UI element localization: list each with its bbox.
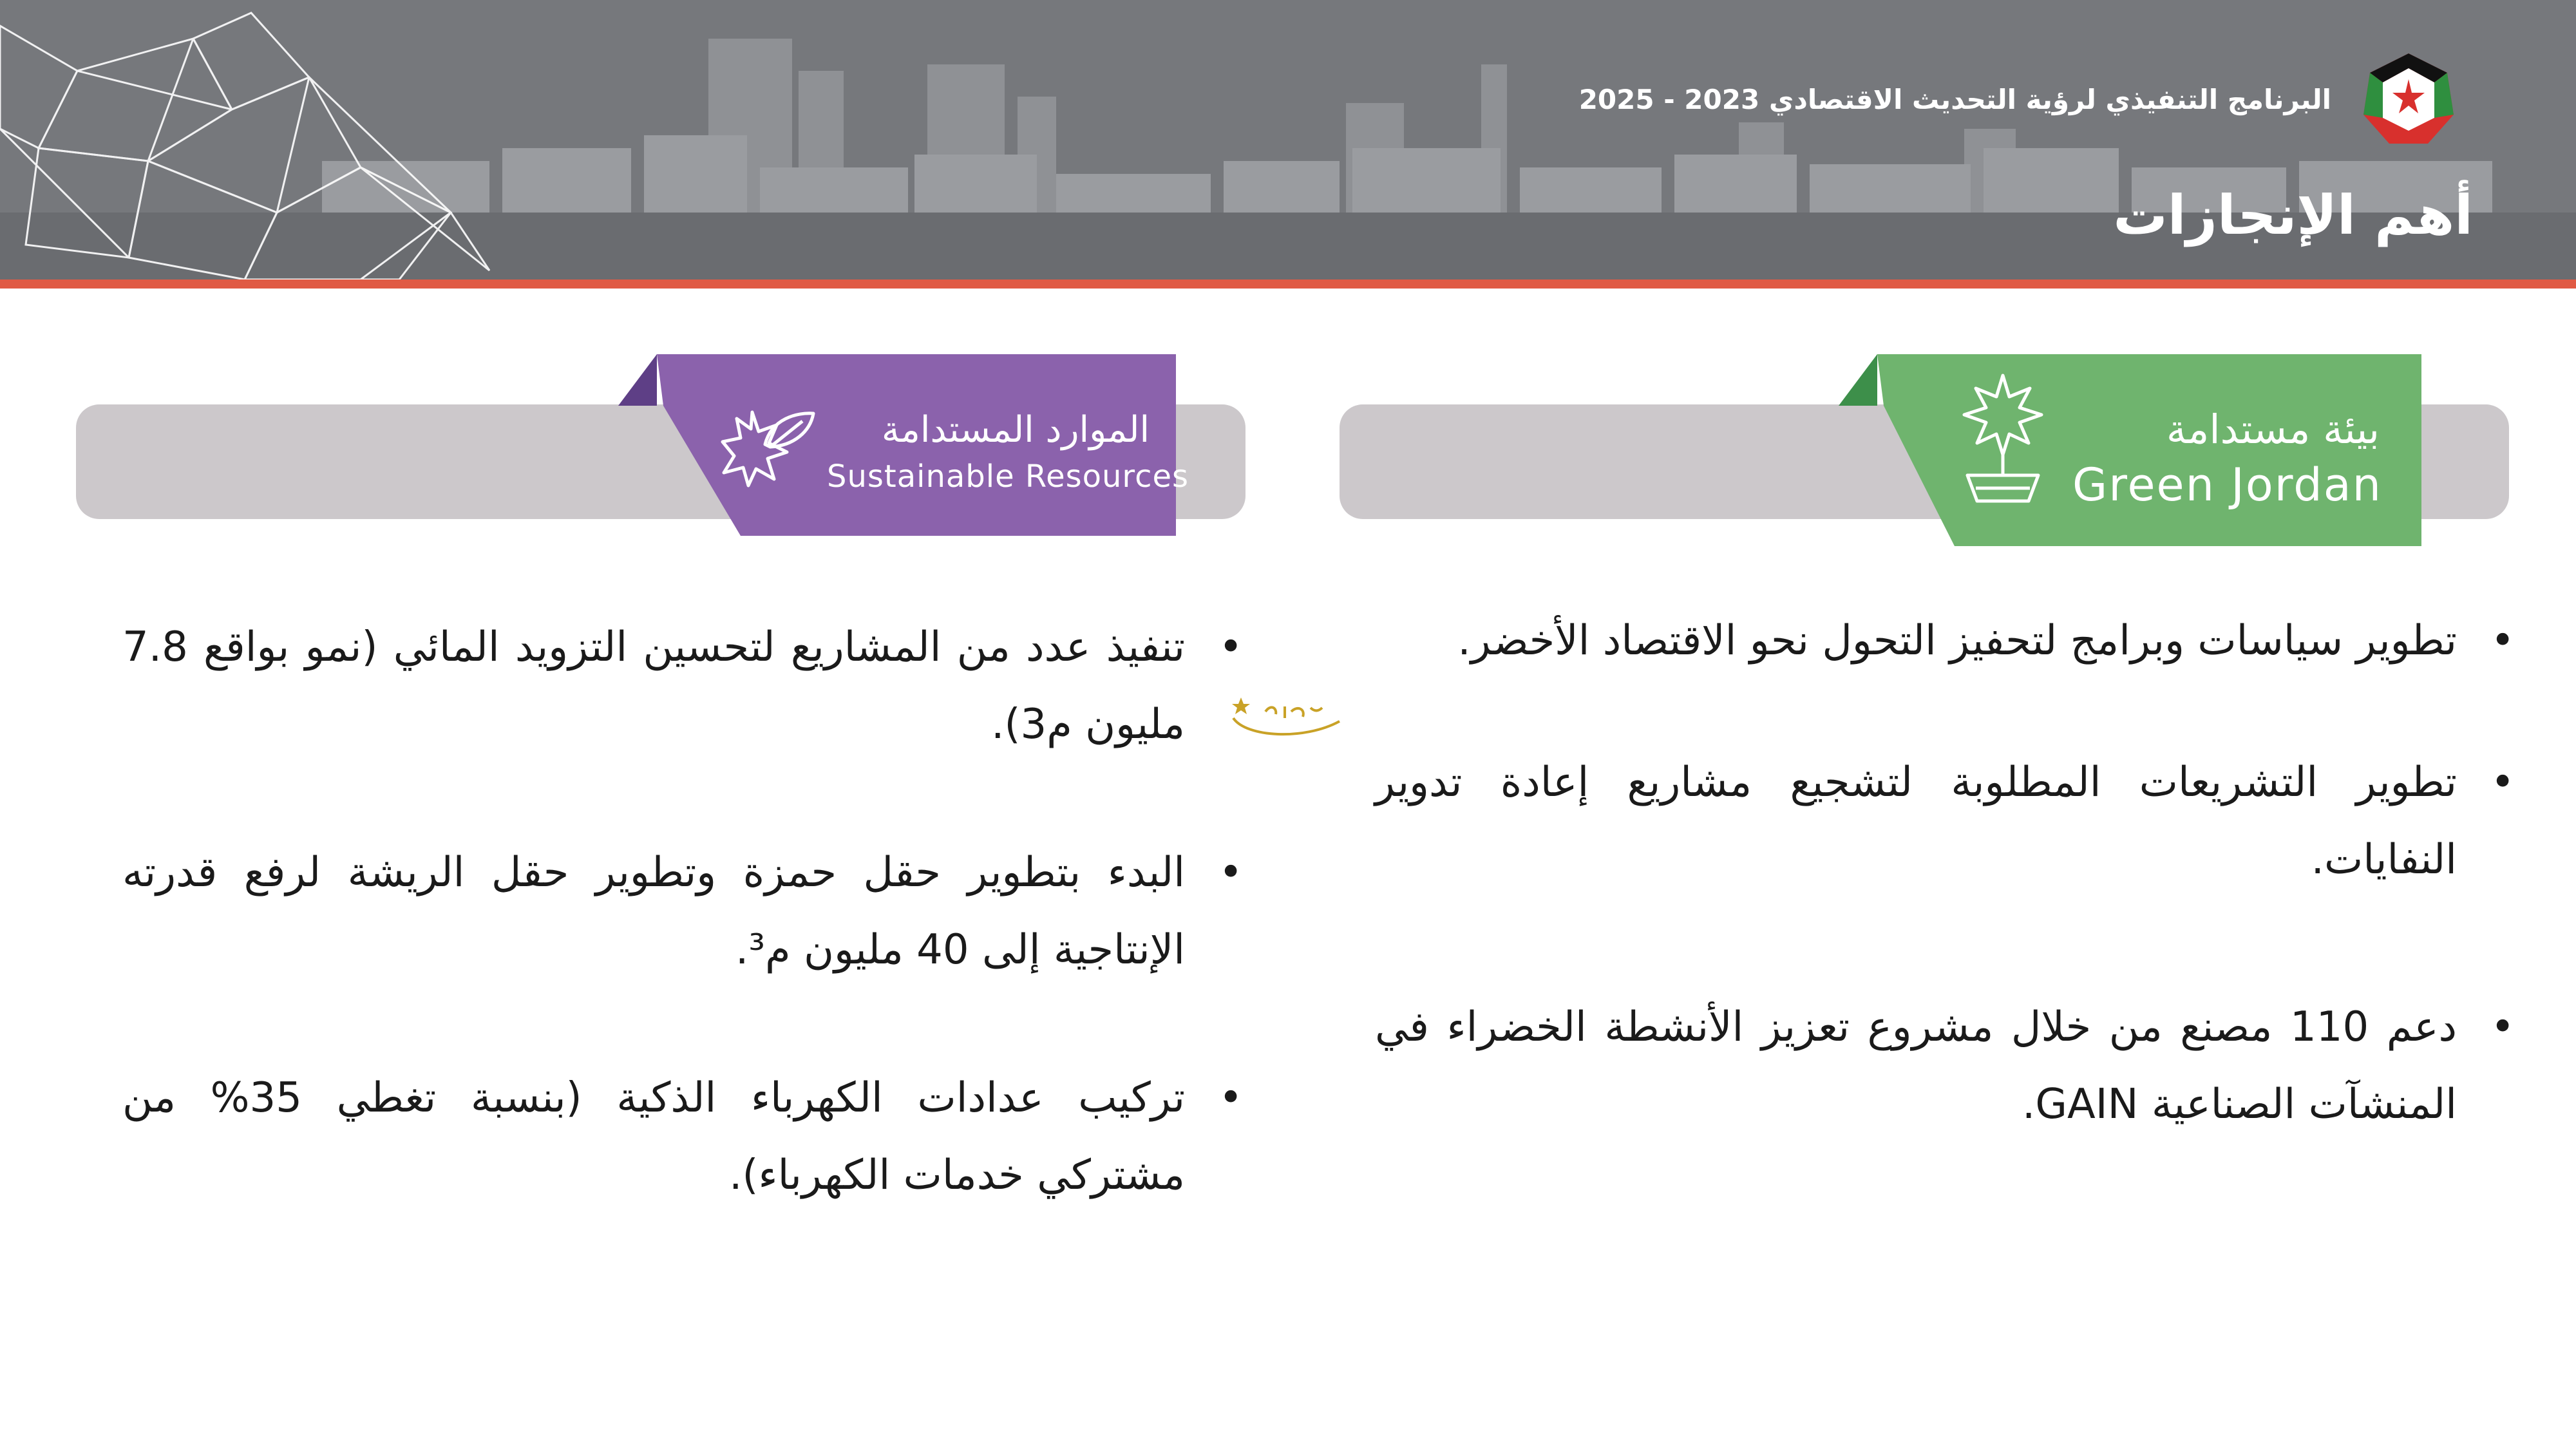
- green-jordan-label-ar: بيئة مستدامة: [2166, 406, 2380, 453]
- list-item-text: تنفيذ عدد من المشاريع لتحسين التزويد المائي (نمو بواقع 7.8 مليون م3).: [122, 623, 1185, 748]
- list-item: [122, 609, 1243, 763]
- accent-divider-line: [0, 279, 2576, 289]
- sustainable-resources-list: [122, 609, 1243, 1214]
- sustainable-resources-tab-shape: [618, 354, 1179, 547]
- list-item: [1375, 602, 2515, 679]
- star-leaf-icon: [720, 406, 817, 489]
- list-item-text: تطوير سياسات وبرامج لتحفيز التحول نحو الاقتصاد الأخضر.: [1457, 617, 2457, 665]
- bullet-icon: •: [1218, 849, 1243, 896]
- green-jordan-list: [1375, 602, 2515, 1143]
- star-plant-icon: [1958, 372, 2048, 507]
- list-item-text: تركيب عدادات الكهرباء الذكية (بنسبة تغطي 35% من مشتركي خدمات الكهرباء).: [122, 1074, 1186, 1199]
- list-item-text: دعم 110 مصنع من خلال مشروع تعزيز الأنشطة الخضراء في المنشآت الصناعية GAIN.: [1375, 1003, 2458, 1128]
- list-item: [1375, 744, 2515, 898]
- list-item: [122, 834, 1243, 989]
- list-item-text: البدء بتطوير حقل حمزة وتطوير حقل الريشة لرفع قدرته الإنتاجية إلى 40 مليون م³.: [122, 849, 1185, 974]
- bullet-icon: •: [2490, 759, 2515, 806]
- green-jordan-label-en: Green Jordan: [2072, 459, 2382, 511]
- bullet-icon: •: [2490, 1003, 2515, 1051]
- bullet-icon: •: [1218, 623, 1243, 671]
- sustainable-resources-label-en: Sustainable Resources: [827, 459, 1189, 495]
- bullet-icon: •: [1218, 1074, 1243, 1122]
- jordan-emblem-icon: [2360, 50, 2457, 147]
- list-item: [1375, 989, 2515, 1143]
- page-title: أهم الإنجازات: [2113, 184, 2473, 247]
- bullet-icon: •: [2490, 617, 2515, 665]
- sustainable-resources-label-ar: الموارد المستدامة: [881, 409, 1150, 451]
- program-title: البرنامج التنفيذي لرؤية التحديث الاقتصادي 2023 - 2025: [1578, 84, 2331, 115]
- ammon-signature-logo: [1227, 692, 1349, 744]
- list-item-text: تطوير التشريعات المطلوبة لتشجيع مشاريع إعادة تدوير النفايات.: [1375, 759, 2457, 884]
- list-item: [122, 1059, 1243, 1214]
